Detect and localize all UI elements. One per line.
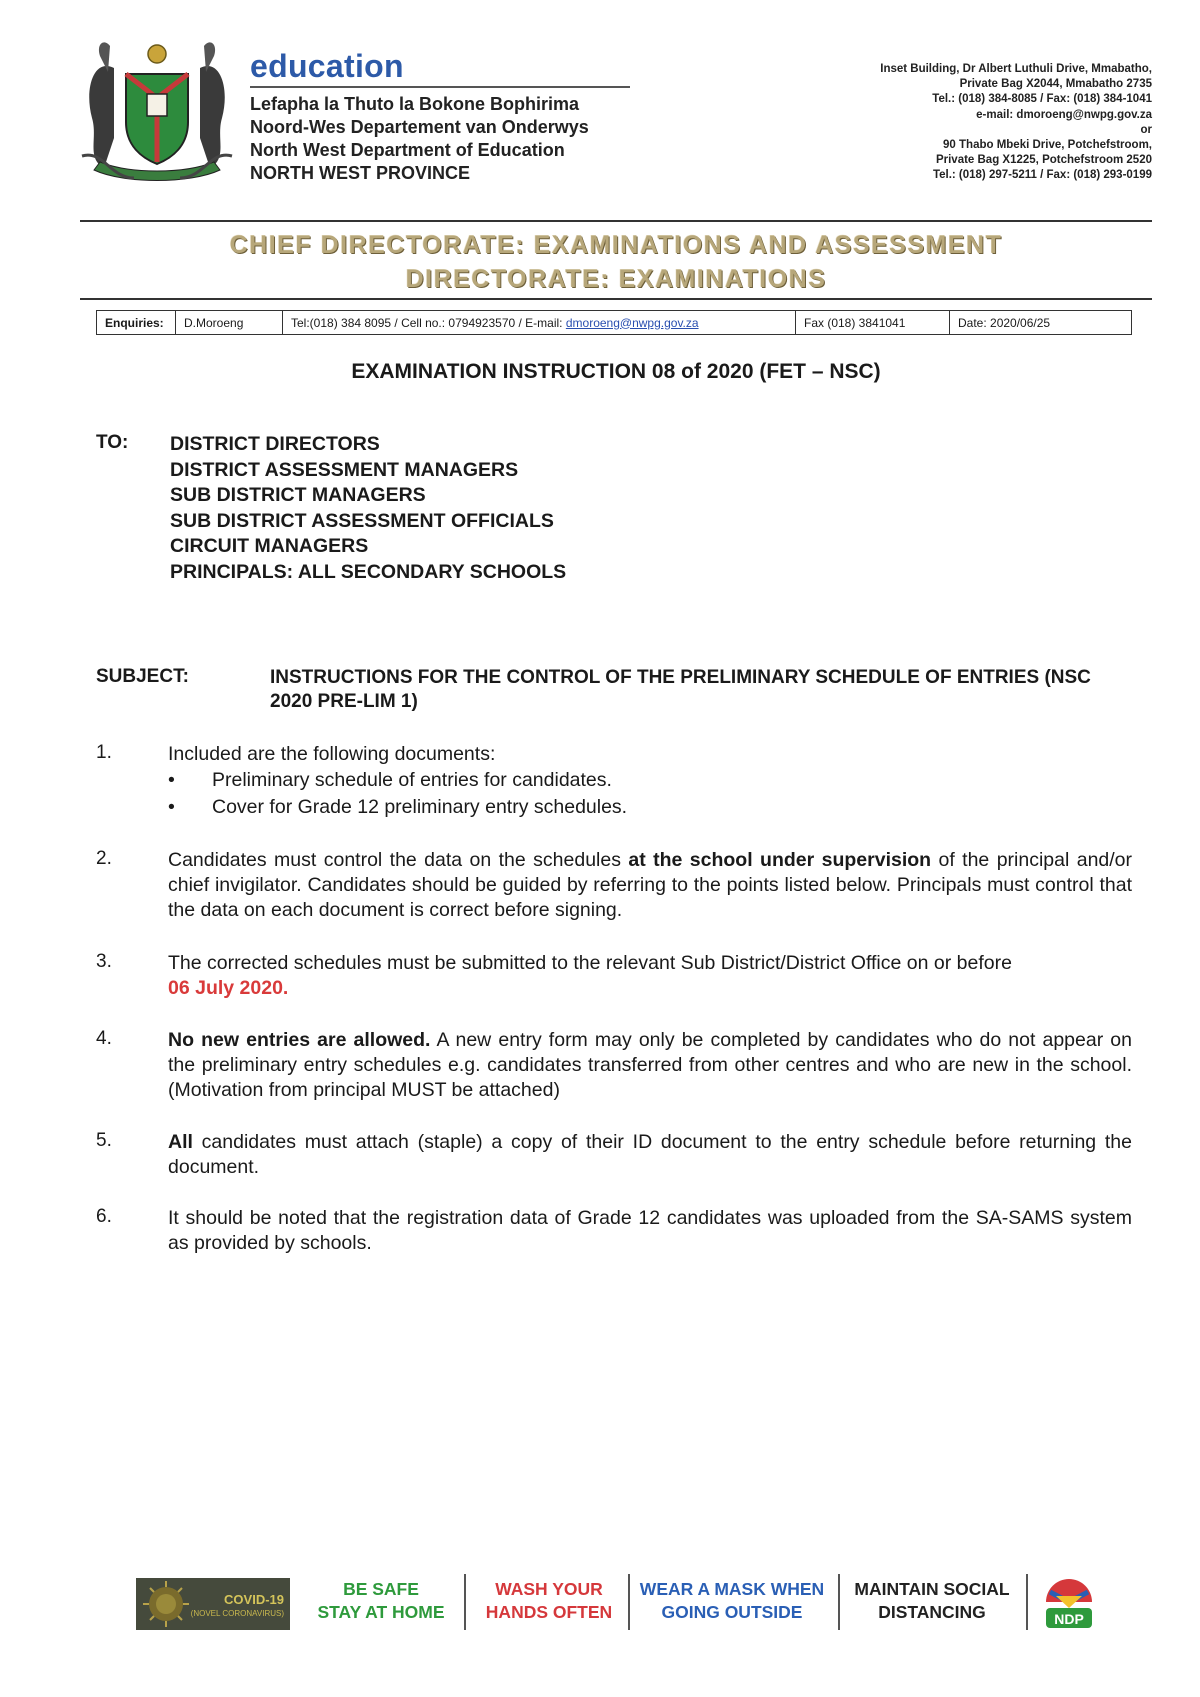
item-4-emphasis: No new entries are allowed. bbox=[168, 1029, 431, 1051]
submission-deadline: 06 July 2020. bbox=[168, 977, 289, 999]
department-wordmark: education bbox=[250, 48, 404, 84]
address-line: e-mail: dmoroeng@nwpg.gov.za bbox=[976, 108, 1152, 121]
coat-of-arms-emblem bbox=[74, 38, 240, 186]
item-5-text bbox=[168, 1130, 1132, 1180]
enquiries-label: Enquiries: bbox=[97, 311, 176, 334]
item-1-text: Included are the following documents: bbox=[168, 743, 496, 765]
address-line: 90 Thabo Mbeki Drive, Potchefstroom, bbox=[943, 139, 1152, 152]
message-line: BE SAFE bbox=[343, 1579, 419, 1599]
ndp-label: NDP bbox=[1054, 1611, 1084, 1627]
bullet-item: Cover for Grade 12 preliminary entry schedules. bbox=[212, 796, 628, 818]
enquiries-bar bbox=[96, 310, 1132, 335]
footer-divider bbox=[464, 1574, 466, 1630]
instruction-title: EXAMINATION INSTRUCTION 08 of 2020 (FET – NSC) bbox=[351, 360, 881, 383]
address-line: Private Bag X2044, Mmabatho 2735 bbox=[959, 78, 1152, 91]
covid-label: COVID-19 bbox=[224, 1592, 284, 1607]
enquiries-tel: Tel:(018) 384 8095 / Cell no.: 0794923570 / E-mail: bbox=[291, 315, 563, 330]
message-line: STAY AT HOME bbox=[317, 1602, 445, 1622]
recipient-item: DISTRICT DIRECTORS bbox=[170, 433, 380, 455]
recipient-item: SUB DISTRICT MANAGERS bbox=[170, 484, 426, 506]
message-social-distancing bbox=[846, 1578, 1018, 1624]
message-line: MAINTAIN SOCIAL bbox=[854, 1579, 1010, 1599]
item-4-text bbox=[168, 1028, 1132, 1103]
bullet-icon: • bbox=[168, 769, 175, 791]
address-line: Private Bag X1225, Potchefstroom 2520 bbox=[935, 154, 1152, 167]
virus-icon bbox=[136, 1578, 206, 1630]
department-name-english: North West Department of Education bbox=[250, 140, 565, 160]
recipient-item: SUB DISTRICT ASSESSMENT OFFICIALS bbox=[170, 509, 554, 532]
item-number: 1. bbox=[96, 742, 112, 763]
directorate-divider bbox=[80, 298, 1152, 300]
chief-directorate-title: CHIEF DIRECTORATE: EXAMINATIONS AND ASSESSMENT bbox=[229, 231, 1003, 259]
header-divider bbox=[80, 220, 1152, 222]
department-name-afrikaans: Noord-Wes Departement van Onderwys bbox=[250, 117, 589, 137]
item-3-part: The corrected schedules must be submitted to the relevant Sub District/District Office on or before bbox=[168, 952, 1012, 974]
address-line: Tel.: (018) 297-5211 / Fax: (018) 293-0199 bbox=[932, 169, 1152, 182]
department-name-block bbox=[250, 48, 650, 185]
address-or: or bbox=[1140, 123, 1152, 136]
covid-sublabel: (NOVEL CORONAVIRUS) bbox=[190, 1609, 284, 1618]
item-number: 6. bbox=[96, 1206, 112, 1227]
message-stay-home bbox=[306, 1578, 456, 1624]
subject-label: SUBJECT: bbox=[96, 666, 189, 687]
item-number: 3. bbox=[96, 951, 112, 972]
enquiries-fax: Fax (018) 3841041 bbox=[796, 311, 950, 334]
to-label: TO: bbox=[96, 432, 129, 453]
enquiries-contact bbox=[283, 311, 796, 334]
message-line: DISTANCING bbox=[878, 1602, 986, 1622]
item-5-part: candidates must attach (staple) a copy of their ID document to the entry schedule before returning the document. bbox=[168, 1131, 1132, 1178]
bullet-icon: • bbox=[168, 796, 175, 818]
item-number: 5. bbox=[96, 1130, 112, 1151]
footer-divider bbox=[1026, 1574, 1028, 1630]
item-2-emphasis: at the school under supervision bbox=[628, 849, 932, 871]
subject-text: INSTRUCTIONS FOR THE CONTROL OF THE PRELIMINARY SCHEDULE OF ENTRIES (NSC 2020 PRE-LIM 1) bbox=[270, 667, 1091, 712]
item-6-text: It should be noted that the registration data of Grade 12 candidates was uploaded from the SA-SAMS system as provided by schools. bbox=[168, 1207, 1132, 1254]
message-line: WASH YOUR bbox=[495, 1579, 603, 1599]
enquiries-name: D.Moroeng bbox=[176, 311, 283, 334]
address-block bbox=[732, 62, 1152, 184]
department-name-setswana: Lefapha la Thuto la Bokone Bophirima bbox=[250, 94, 580, 114]
item-2-part: Candidates must control the data on the schedules bbox=[168, 849, 621, 871]
footer-divider bbox=[628, 1574, 630, 1630]
bullet-item: Preliminary schedule of entries for candidates. bbox=[212, 769, 612, 791]
enquiries-email-link[interactable]: dmoroeng@nwpg.gov.za bbox=[565, 315, 699, 330]
message-line: WEAR A MASK WHEN bbox=[639, 1579, 825, 1599]
address-line: Tel.: (018) 384-8085 / Fax: (018) 384-1041 bbox=[932, 93, 1152, 106]
item-2-text bbox=[168, 848, 1132, 923]
recipient-item: DISTRICT ASSESSMENT MANAGERS bbox=[170, 458, 519, 481]
message-wash-hands bbox=[474, 1578, 624, 1624]
enquiries-date: Date: 2020/06/25 bbox=[958, 315, 1051, 330]
message-line: GOING OUTSIDE bbox=[661, 1602, 803, 1622]
recipient-list bbox=[170, 432, 566, 585]
message-wear-mask bbox=[634, 1578, 830, 1624]
ndp-logo bbox=[1042, 1578, 1096, 1632]
directorate-heading bbox=[80, 228, 1152, 296]
item-2-part: of the principal and/or chief invigilator. Candidates should be guided by referring to the points listed below. Principals must control that the data on each document is correct before signing. bbox=[168, 849, 1133, 921]
recipient-item: PRINCIPALS: ALL SECONDARY SCHOOLS bbox=[170, 560, 567, 583]
address-line: Inset Building, Dr Albert Luthuli Drive, Mmabatho, bbox=[880, 63, 1152, 75]
item-number: 2. bbox=[96, 848, 112, 869]
item-3-text bbox=[168, 951, 1132, 1001]
footer-divider bbox=[838, 1574, 840, 1630]
item-number: 4. bbox=[96, 1028, 112, 1049]
recipient-item: CIRCUIT MANAGERS bbox=[170, 535, 369, 557]
covid-banner bbox=[136, 1578, 290, 1630]
message-line: HANDS OFTEN bbox=[485, 1602, 613, 1622]
header-rule bbox=[250, 86, 630, 88]
item-5-emphasis: All bbox=[168, 1131, 193, 1153]
directorate-title: DIRECTORATE: EXAMINATIONS bbox=[405, 265, 827, 293]
province-name: NORTH WEST PROVINCE bbox=[250, 163, 471, 183]
item-4-part: A new entry form may only be completed by candidates who do not appear on the preliminary entry schedules e.g. candidates transferred from other centres and who are new in the school. (Motivation from principal MUST be attached) bbox=[168, 1029, 1132, 1101]
